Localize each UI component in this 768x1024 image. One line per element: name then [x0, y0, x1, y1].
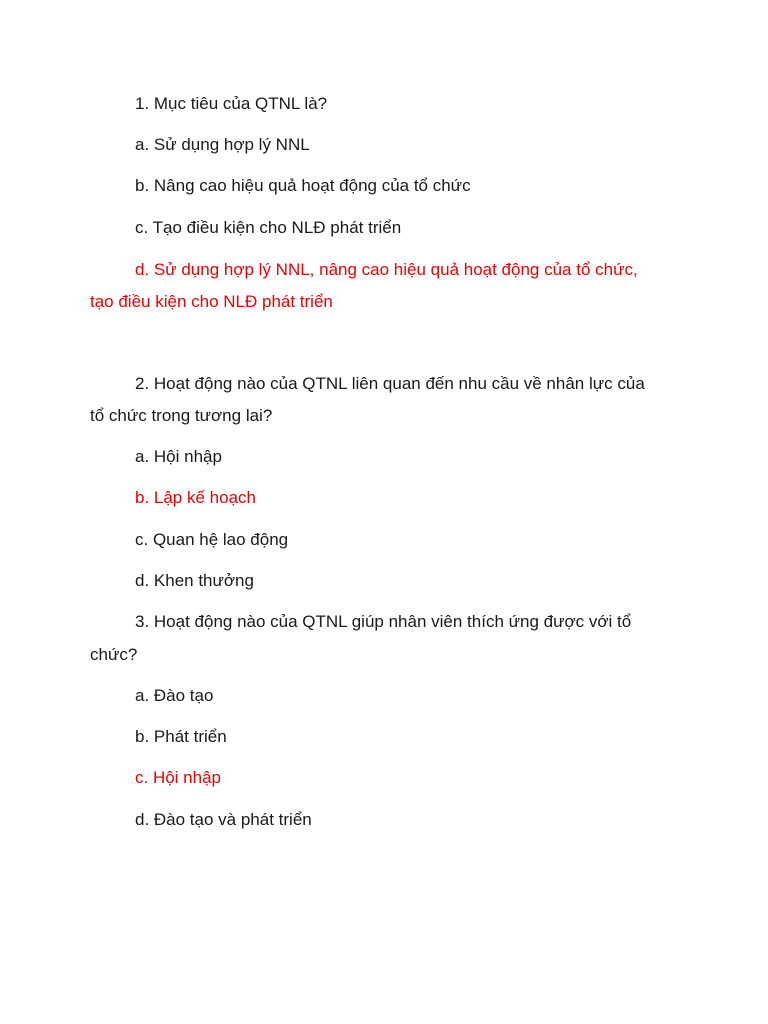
- question-3-option-a: a. Đào tạo: [135, 686, 214, 705]
- question-2-option-d: d. Khen thưởng: [135, 571, 254, 590]
- question-3-prompt-continuation: chức?: [90, 645, 138, 664]
- question-3-prompt: 3. Hoạt động nào của QTNL giúp nhân viên thích ứng được với tổ: [135, 612, 632, 631]
- question-3-option-b: b. Phát triển: [135, 727, 227, 746]
- question-2-prompt: 2. Hoạt động nào của QTNL liên quan đến nhu cầu về nhân lực của: [135, 374, 645, 393]
- question-3-option-d: d. Đào tạo và phát triển: [135, 810, 312, 829]
- question-1-prompt: 1. Mục tiêu của QTNL là?: [135, 94, 328, 113]
- question-2-prompt-continuation: tổ chức trong tương lai?: [90, 406, 273, 425]
- question-2-option-a: a. Hội nhập: [135, 447, 222, 466]
- question-2-option-c: c. Quan hệ lao động: [135, 530, 289, 549]
- question-1-option-d-correct: d. Sử dụng hợp lý NNL, nâng cao hiệu quả hoạt động của tổ chức,: [135, 260, 638, 279]
- question-1-option-a: a. Sử dụng hợp lý NNL: [135, 135, 310, 154]
- question-3-option-c-correct: c. Hội nhập: [135, 768, 221, 787]
- question-1-option-c: c. Tạo điều kiện cho NLĐ phát triển: [135, 218, 402, 237]
- question-2-option-b-correct: b. Lập kế hoạch: [135, 488, 256, 507]
- question-1-option-b: b. Nâng cao hiệu quả hoạt động của tổ chức: [135, 176, 471, 195]
- question-1-option-d-continuation: tạo điều kiện cho NLĐ phát triển: [90, 292, 333, 311]
